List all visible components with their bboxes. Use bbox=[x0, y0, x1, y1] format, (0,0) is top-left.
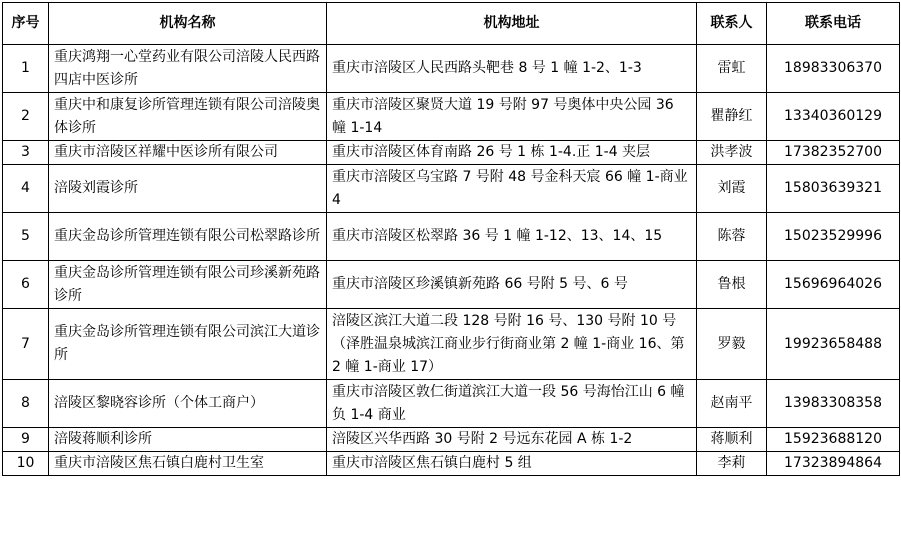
cell-index: 8 bbox=[3, 380, 49, 428]
cell-address: 涪陵区滨江大道二段 128 号附 16 号、130 号附 10 号（泽胜温泉城滨江商业步行街商业第 2 幢 1-商业 16、第 2 幢 1-商业 17） bbox=[327, 309, 697, 380]
cell-phone: 18983306370 bbox=[767, 45, 900, 93]
cell-name: 涪陵蒋顺利诊所 bbox=[49, 428, 327, 452]
header-phone: 联系电话 bbox=[767, 3, 900, 45]
table-row bbox=[3, 452, 900, 476]
cell-contact: 罗毅 bbox=[697, 309, 767, 380]
cell-name: 重庆金岛诊所管理连锁有限公司松翠路诊所 bbox=[49, 213, 327, 261]
cell-name: 重庆市涪陵区祥耀中医诊所有限公司 bbox=[49, 141, 327, 165]
header-name: 机构名称 bbox=[49, 3, 327, 45]
cell-phone: 19923658488 bbox=[767, 309, 900, 380]
cell-index: 1 bbox=[3, 45, 49, 93]
cell-contact: 刘霞 bbox=[697, 165, 767, 213]
cell-phone: 17323894864 bbox=[767, 452, 900, 476]
cell-phone: 15023529996 bbox=[767, 213, 900, 261]
table-row bbox=[3, 213, 900, 261]
table-row bbox=[3, 261, 900, 309]
table-row bbox=[3, 93, 900, 141]
header-index: 序号 bbox=[3, 3, 49, 45]
cell-index: 9 bbox=[3, 428, 49, 452]
cell-phone: 15696964026 bbox=[767, 261, 900, 309]
table-row bbox=[3, 428, 900, 452]
cell-name: 涪陵刘霞诊所 bbox=[49, 165, 327, 213]
cell-index: 7 bbox=[3, 309, 49, 380]
cell-address: 重庆市涪陵区松翠路 36 号 1 幢 1-12、13、14、15 bbox=[327, 213, 697, 261]
cell-address: 重庆市涪陵区聚贤大道 19 号附 97 号奥体中央公园 36 幢 1-14 bbox=[327, 93, 697, 141]
cell-phone: 13983308358 bbox=[767, 380, 900, 428]
cell-name: 重庆金岛诊所管理连锁有限公司滨江大道诊所 bbox=[49, 309, 327, 380]
cell-address: 重庆市涪陵区敦仁街道滨江大道一段 56 号海怡江山 6 幢负 1-4 商业 bbox=[327, 380, 697, 428]
cell-address: 重庆市涪陵区体育南路 26 号 1 栋 1-4.正 1-4 夹层 bbox=[327, 141, 697, 165]
cell-address: 重庆市涪陵区乌宝路 7 号附 48 号金科天宸 66 幢 1-商业 4 bbox=[327, 165, 697, 213]
cell-index: 10 bbox=[3, 452, 49, 476]
cell-name: 重庆鸿翔一心堂药业有限公司涪陵人民西路四店中医诊所 bbox=[49, 45, 327, 93]
cell-name: 重庆市涪陵区焦石镇白鹿村卫生室 bbox=[49, 452, 327, 476]
cell-contact: 洪孝波 bbox=[697, 141, 767, 165]
cell-phone: 15923688120 bbox=[767, 428, 900, 452]
cell-address: 重庆市涪陵区珍溪镇新苑路 66 号附 5 号、6 号 bbox=[327, 261, 697, 309]
cell-contact: 赵南平 bbox=[697, 380, 767, 428]
cell-name: 重庆中和康复诊所管理连锁有限公司涪陵奥体诊所 bbox=[49, 93, 327, 141]
cell-contact: 瞿静红 bbox=[697, 93, 767, 141]
header-address: 机构地址 bbox=[327, 3, 697, 45]
cell-phone: 13340360129 bbox=[767, 93, 900, 141]
cell-phone: 15803639321 bbox=[767, 165, 900, 213]
table-row bbox=[3, 45, 900, 93]
cell-contact: 鲁根 bbox=[697, 261, 767, 309]
cell-contact: 蒋顺利 bbox=[697, 428, 767, 452]
cell-index: 5 bbox=[3, 213, 49, 261]
cell-address: 重庆市涪陵区人民西路头靶巷 8 号 1 幢 1-2、1-3 bbox=[327, 45, 697, 93]
cell-address: 涪陵区兴华西路 30 号附 2 号远东花园 A 栋 1-2 bbox=[327, 428, 697, 452]
table-row bbox=[3, 309, 900, 380]
institution-table bbox=[2, 2, 900, 476]
cell-address: 重庆市涪陵区焦石镇白鹿村 5 组 bbox=[327, 452, 697, 476]
cell-index: 2 bbox=[3, 93, 49, 141]
cell-index: 6 bbox=[3, 261, 49, 309]
table-row bbox=[3, 141, 900, 165]
header-contact: 联系人 bbox=[697, 3, 767, 45]
table-row bbox=[3, 165, 900, 213]
table-row bbox=[3, 380, 900, 428]
cell-contact: 李莉 bbox=[697, 452, 767, 476]
institution-table-container bbox=[2, 2, 900, 476]
cell-index: 4 bbox=[3, 165, 49, 213]
cell-phone: 17382352700 bbox=[767, 141, 900, 165]
cell-name: 重庆金岛诊所管理连锁有限公司珍溪新苑路诊所 bbox=[49, 261, 327, 309]
cell-name: 涪陵区黎晓容诊所（个体工商户） bbox=[49, 380, 327, 428]
cell-contact: 雷虹 bbox=[697, 45, 767, 93]
cell-contact: 陈蓉 bbox=[697, 213, 767, 261]
cell-index: 3 bbox=[3, 141, 49, 165]
table-header-row bbox=[3, 3, 900, 45]
